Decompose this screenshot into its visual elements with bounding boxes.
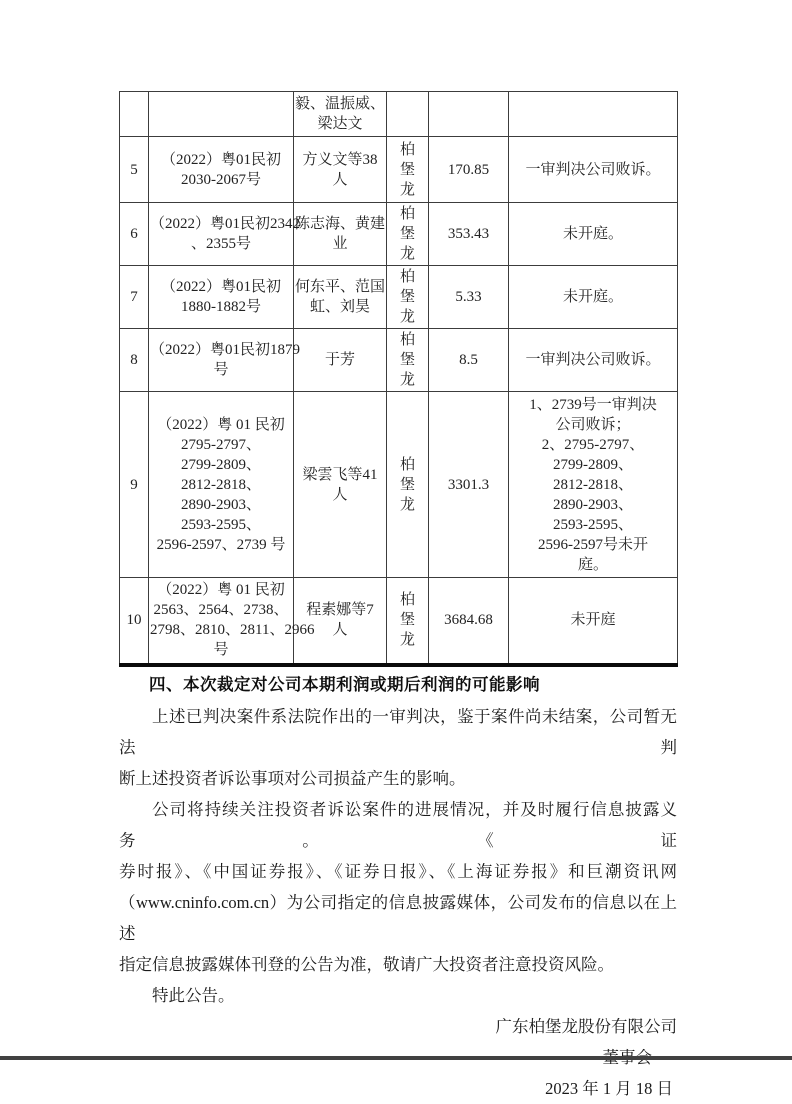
cell-status: 一审判决公司败诉。 (509, 137, 678, 203)
cell-amount: 353.43 (429, 203, 509, 266)
paragraph-line: 公司将持续关注投资者诉讼案件的进展情况，并及时履行信息披露义务。《证 (119, 799, 677, 850)
cell-amount (429, 92, 509, 137)
cell-amount: 3301.3 (429, 392, 509, 578)
cell-amount: 3684.68 (429, 578, 509, 665)
cell-status: 一审判决公司败诉。 (509, 329, 678, 392)
cell-case-no-index: 5 (120, 137, 149, 203)
table-row (120, 578, 678, 665)
cell-plaintiff: 陈志海、黄建 业 (294, 203, 387, 266)
table-row (120, 203, 678, 266)
litigation-table (119, 91, 678, 667)
document-content (119, 91, 677, 1104)
table-row (120, 137, 678, 203)
cell-status: 未开庭。 (509, 266, 678, 329)
cell-defendant: 柏 堡 龙 (387, 266, 429, 329)
table-row (120, 392, 678, 578)
paragraph (119, 980, 677, 1011)
paragraph (119, 701, 677, 794)
cell-case-no-index: 6 (120, 203, 149, 266)
company-name: 广东柏堡龙股份有限公司 (495, 1016, 677, 1036)
page-bottom-divider (0, 1056, 792, 1060)
cell-case-number (149, 92, 294, 137)
cell-case-no-index (120, 92, 149, 137)
cell-case-number: （2022）粤01民初 1880-1882号 (149, 266, 294, 329)
paragraph (119, 794, 677, 980)
paragraph-line: 断上述投资者诉讼事项对公司损益产生的影响。 (119, 768, 466, 788)
cell-defendant: 柏 堡 龙 (387, 203, 429, 266)
cell-plaintiff: 于芳 (294, 329, 387, 392)
section-heading: 四、本次裁定对公司本期利润或期后利润的可能影响 (149, 675, 540, 694)
cell-defendant: 柏 堡 龙 (387, 329, 429, 392)
litigation-table-body (120, 92, 678, 665)
cell-plaintiff: 方义文等38 人 (294, 137, 387, 203)
cell-status (509, 92, 678, 137)
cell-defendant: 柏 堡 龙 (387, 392, 429, 578)
cell-plaintiff: 梁雲飞等41 人 (294, 392, 387, 578)
table-row (120, 266, 678, 329)
paragraph-line: 上述已判决案件系法院作出的一审判决，鉴于案件尚未结案，公司暂无法判 (119, 706, 677, 757)
cell-status: 1、2739号一审判决 公司败诉； 2、2795-2797、 2799-2809、 2812-2818、 2890-2903、 2593-2595、 2596-2597号未开 庭。 (509, 392, 678, 578)
cell-defendant: 柏 堡 龙 (387, 137, 429, 203)
cell-case-number: （2022）粤01民初2342 、2355号 (149, 203, 294, 266)
table-row (120, 92, 678, 137)
paragraph-line: 指定信息披露媒体刊登的公告为准，敬请广大投资者注意投资风险。 (119, 954, 614, 974)
paragraph-line: （www.cninfo.com.cn）为公司指定的信息披露媒体，公司发布的信息以在上述 (119, 892, 677, 943)
cell-plaintiff: 毅、温振威、 梁达文 (294, 92, 387, 137)
cell-case-no-index: 8 (120, 329, 149, 392)
cell-status: 未开庭 (509, 578, 678, 665)
paragraph-line: 券时报》、《中国证券报》、《证券日报》、《上海证券报》和巨潮资讯网 (119, 861, 677, 881)
body-paragraphs (119, 701, 677, 1011)
cell-case-number: （2022）粤01民初 2030-2067号 (149, 137, 294, 203)
cell-defendant: 柏 堡 龙 (387, 578, 429, 665)
cell-amount: 5.33 (429, 266, 509, 329)
cell-defendant (387, 92, 429, 137)
paragraph-line: 特此公告。 (152, 985, 235, 1005)
cell-status: 未开庭。 (509, 203, 678, 266)
announcement-date: 2023 年 1 月 18 日 (545, 1078, 673, 1098)
cell-case-number: （2022）粤01民初1879 号 (149, 329, 294, 392)
cell-case-number: （2022）粤 01 民初 2795-2797、 2799-2809、 2812-2818、 2890-2903、 2593-2595、 2596-2597、2739 号 (149, 392, 294, 578)
cell-amount: 8.5 (429, 329, 509, 392)
cell-plaintiff: 何东平、范国 虹、刘昊 (294, 266, 387, 329)
cell-case-no-index: 10 (120, 578, 149, 665)
table-row (120, 329, 678, 392)
cell-amount: 170.85 (429, 137, 509, 203)
cell-case-no-index: 9 (120, 392, 149, 578)
cell-case-number: （2022）粤 01 民初 2563、2564、2738、 2798、2810、2811、2966 号 (149, 578, 294, 665)
cell-case-no-index: 7 (120, 266, 149, 329)
cell-plaintiff: 程素娜等7 人 (294, 578, 387, 665)
